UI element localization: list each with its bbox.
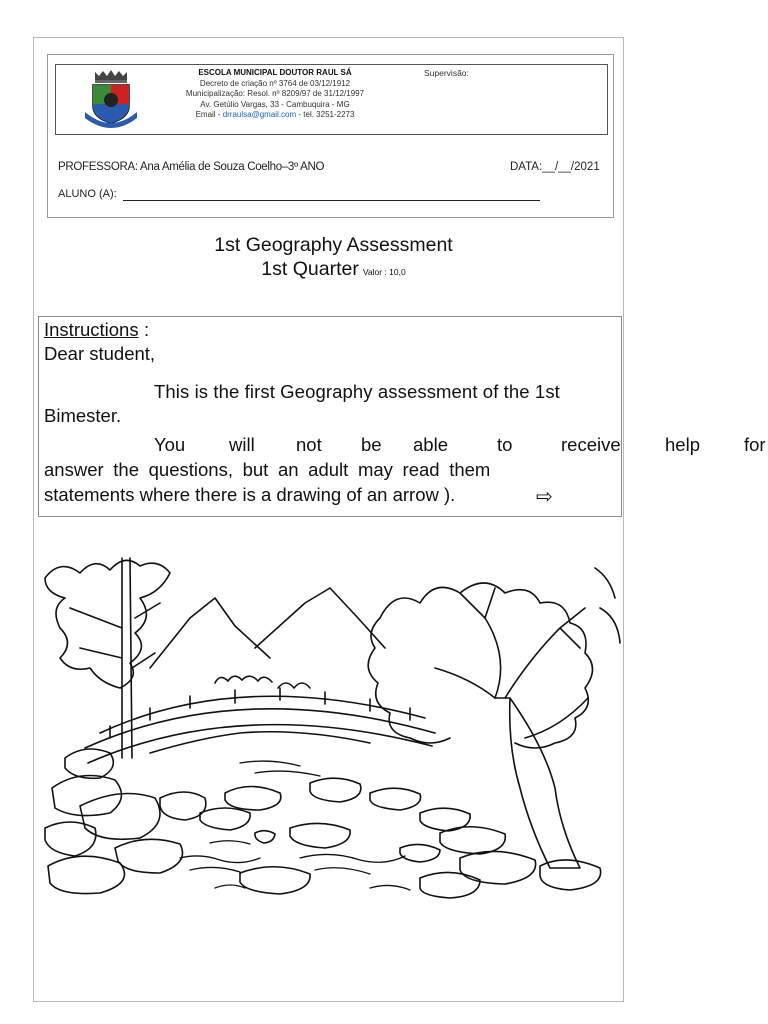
assessment-subtitle: 1st Quarter Valor : 10,0 bbox=[261, 258, 406, 280]
school-municipalization: Municipalização: Resol. nº 8209/97 de 31/12/1997 bbox=[185, 89, 365, 98]
landscape-coloring-drawing bbox=[40, 548, 623, 903]
instructions-colon: : bbox=[144, 319, 150, 340]
instructions-word: receive bbox=[561, 434, 621, 455]
arrow-right-icon: ⇨ bbox=[536, 486, 553, 508]
teacher-line: PROFESSORA: Ana Amélia de Souza Coelho–3º ANO bbox=[58, 161, 325, 173]
instructions-word: not bbox=[296, 434, 322, 455]
river-water-lines bbox=[180, 761, 410, 890]
student-name-line bbox=[123, 200, 540, 201]
school-decree: Decreto de criação nº 3764 de 03/12/1912 bbox=[199, 78, 351, 88]
rocks-left bbox=[45, 749, 206, 894]
municipal-crest-icon bbox=[83, 68, 139, 132]
rocks-middle bbox=[200, 778, 421, 848]
rocks-right bbox=[240, 808, 601, 898]
small-trees bbox=[215, 676, 310, 688]
school-contact: Email - drraulsa@gmail.com - tel. 3251-2273 bbox=[195, 110, 355, 119]
instructions-word: able bbox=[413, 434, 448, 455]
school-address: Av. Getúlio Vargas, 33 - Cambuquira - MG bbox=[200, 99, 350, 109]
instructions-word: be bbox=[361, 434, 382, 455]
school-name: ESCOLA MUNICIPAL DOUTOR RAUL SÁ bbox=[198, 68, 352, 77]
instructions-word: for bbox=[744, 434, 766, 455]
school-email[interactable]: drraulsa@gmail.com bbox=[222, 110, 297, 119]
instructions-word: You bbox=[154, 434, 186, 455]
bridge bbox=[85, 688, 435, 763]
pine-tree-left bbox=[45, 558, 170, 758]
bushes-right bbox=[368, 568, 620, 748]
instructions-word: help bbox=[665, 434, 700, 455]
date-field: DATA:__/__/2021 bbox=[510, 161, 600, 173]
instructions-word: to bbox=[497, 434, 513, 455]
school-info bbox=[150, 68, 400, 121]
assessment-title: 1st Geography Assessment bbox=[214, 234, 453, 256]
instructions-greeting: Dear student, bbox=[44, 343, 156, 364]
student-label: ALUNO (A): bbox=[58, 188, 117, 200]
big-tree-right bbox=[435, 588, 588, 868]
instructions-p1-line1: This is the first Geography assessment of the 1st bbox=[154, 381, 560, 402]
instructions-p2-line3: statements where there is a drawing of an arrow ). bbox=[44, 484, 456, 505]
instructions-p2-line2: answer the questions, but an adult may read them bbox=[44, 459, 491, 480]
instructions-p1-line2: Bimester. bbox=[44, 405, 122, 426]
instructions-heading: Instructions bbox=[44, 319, 139, 340]
assessment-value: Valor : 10,0 bbox=[362, 267, 406, 277]
supervision-label: Supervisão: bbox=[424, 68, 469, 78]
mountains bbox=[150, 588, 385, 668]
instructions-word: will bbox=[229, 434, 255, 455]
